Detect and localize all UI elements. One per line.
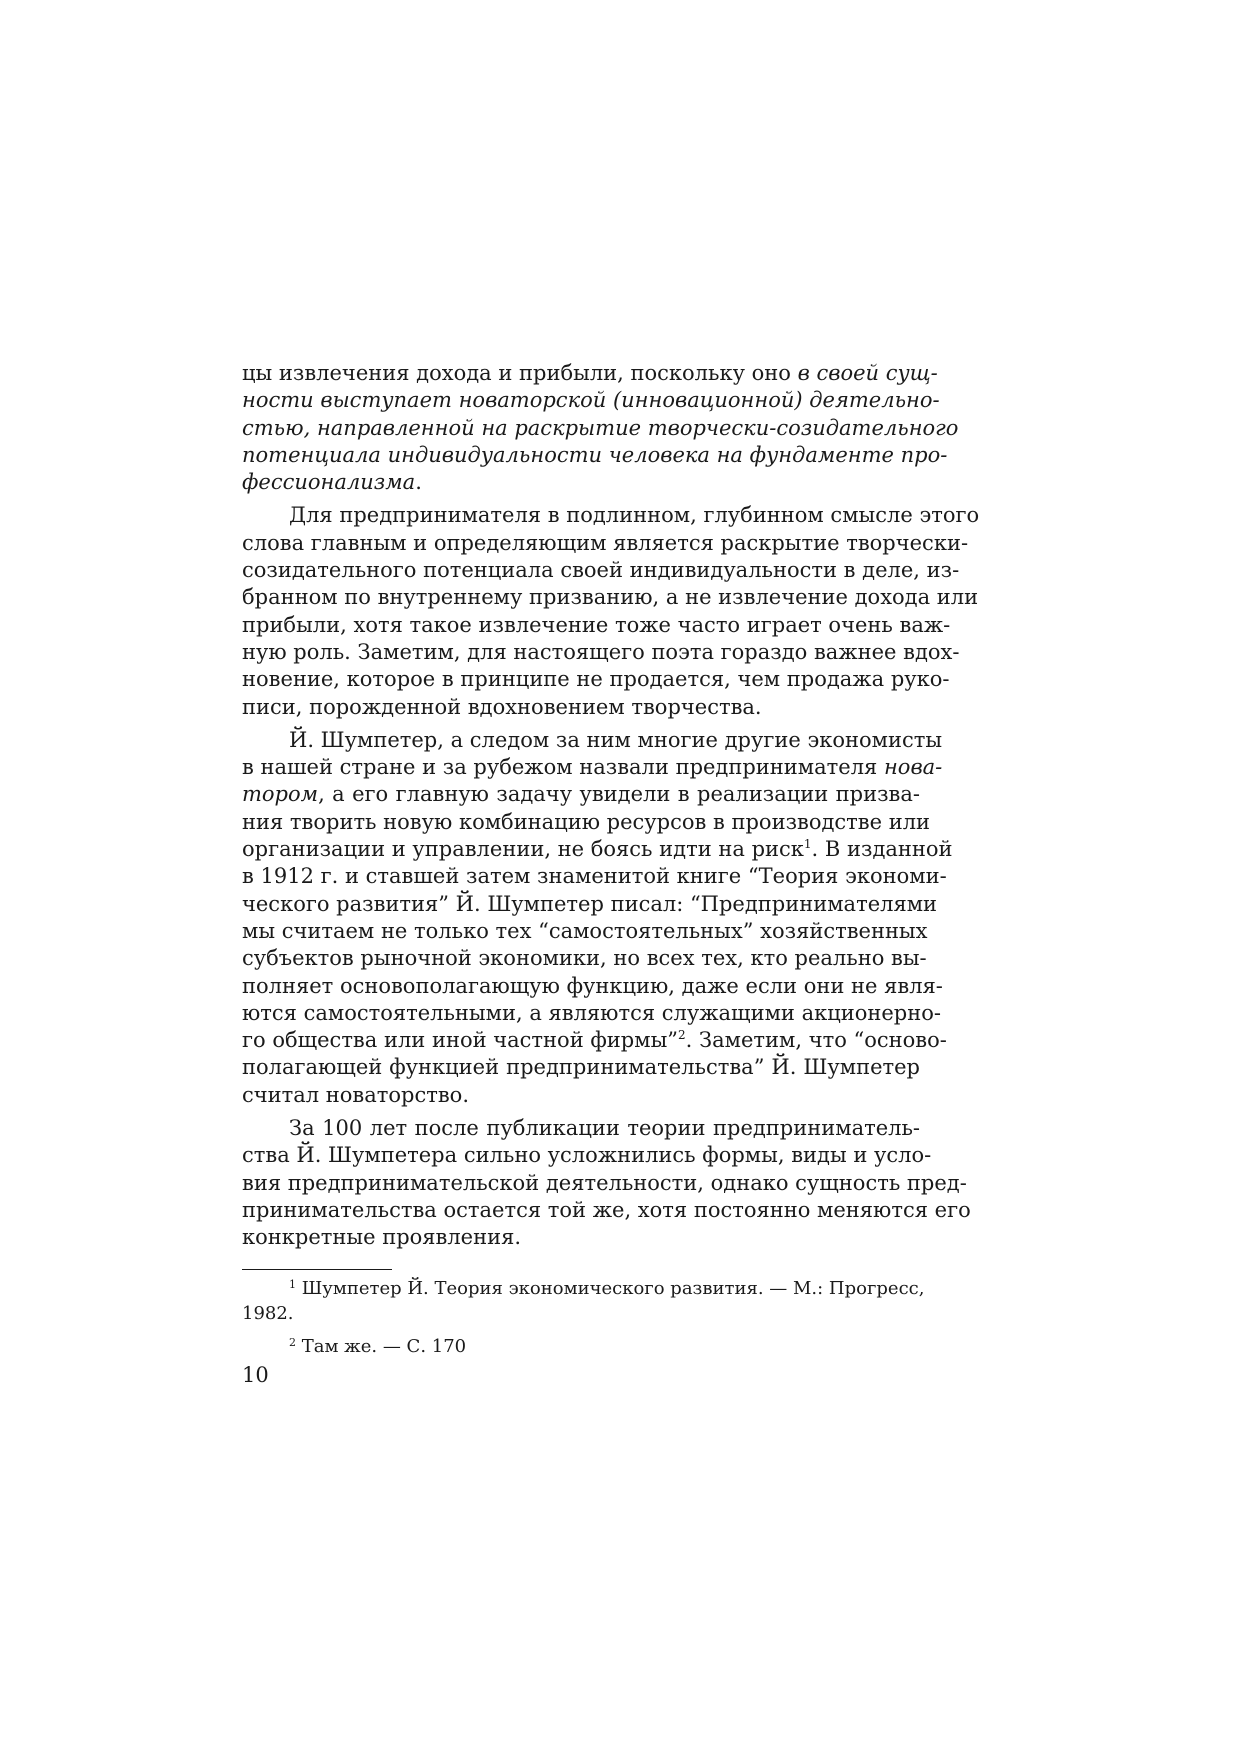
- text-run: Для предпринимателя в подлинном, глубинном смысле этого: [289, 503, 980, 528]
- text-run: созидательного потенциала своей индивидуальности в деле, из-: [242, 558, 960, 583]
- emphasis-text: в своей сущ-: [797, 361, 938, 385]
- text-line: [242, 1027, 947, 1054]
- footnote-marker: 2: [289, 1336, 296, 1349]
- page-number: 10: [242, 1363, 269, 1387]
- text-line: [242, 612, 951, 639]
- text-line: [242, 1054, 920, 1081]
- emphasis-text: потенциала индивидуальности человека на фундаменте про-: [242, 442, 948, 467]
- footnote-marker: 1: [289, 1278, 296, 1291]
- text-line: [242, 863, 947, 890]
- text-run: , а его главную задачу увидели в реализации призва-: [318, 782, 920, 807]
- text-run: субъектов рыночной экономики, но всех тех, кто реально вы-: [242, 946, 927, 971]
- text-run: прибыли, хотя такое извлечение тоже часто играет очень важ-: [242, 612, 951, 637]
- footnote-ref: 1: [803, 837, 812, 852]
- text-line: [242, 809, 931, 836]
- text-run: полняет основополагающую функцию, даже если они не явля-: [242, 973, 943, 998]
- text-line: [242, 1082, 920, 1109]
- text-run: ства Й. Шумпетера сильно усложнились формы, виды и усло-: [242, 1143, 932, 1168]
- text-line: [242, 584, 979, 611]
- footnote-separator: [242, 1269, 392, 1270]
- text-run: За 100 лет после публикации теории предприниматель-: [289, 1116, 920, 1141]
- text-run: конкретные проявления.: [242, 1225, 522, 1250]
- text-line: [242, 469, 920, 496]
- text-run: бранном по внутреннему призванию, а не извлечение дохода или: [242, 585, 979, 610]
- text-run: ются самостоятельными, а являются служащими акционерно-: [242, 1000, 941, 1025]
- emphasis-text: нова-: [883, 755, 943, 780]
- text-run: вия предпринимательской деятельности, однако сущность пред-: [242, 1170, 967, 1195]
- text-line: [242, 727, 943, 754]
- text-run: цы извлечения дохода и прибыли, поскольку оно: [242, 361, 798, 385]
- text-line: [242, 415, 959, 442]
- emphasis-text: ности выступает новаторской (инновационной) деятельно-: [242, 388, 940, 413]
- text-run: полагающей функцией предпринимательства” Й. Шумпетер: [242, 1055, 920, 1080]
- text-line: [242, 973, 943, 1000]
- text-run: ческого развития” Й. Шумпетер писал: “Предпринимателями: [242, 891, 938, 916]
- text-line: [242, 918, 928, 945]
- text-line: [242, 754, 943, 781]
- text-line: [242, 502, 980, 529]
- text-run: писи, порожденной вдохновением творчества.: [242, 694, 762, 719]
- text-line: [242, 666, 950, 693]
- text-run: в 1912 г. и ставшей затем знаменитой книге “Теория экономи-: [242, 864, 947, 889]
- text-line: [242, 836, 953, 863]
- text-line: [242, 530, 969, 557]
- text-run: мы считаем не только тех “самостоятельных” хозяйственных: [242, 918, 928, 943]
- text-run: ную роль. Заметим, для настоящего поэта гораздо важнее вдох-: [242, 639, 960, 664]
- footnote-2: [242, 1334, 920, 1359]
- text-run: слова главным и определяющим является раскрытие творчески-: [242, 530, 969, 555]
- text-run: в нашей стране и за рубежом назвали предпринимателя: [242, 755, 884, 780]
- text-line: [242, 1142, 932, 1169]
- emphasis-text: фессионализма: [242, 470, 416, 495]
- text-run: считал новаторство.: [242, 1082, 470, 1107]
- text-line: [242, 639, 960, 666]
- text-line: [242, 1224, 920, 1251]
- text-run: принимательства остается той же, хотя постоянно меняются его: [242, 1197, 971, 1222]
- body-text: [242, 360, 980, 1252]
- text-line: [242, 694, 920, 721]
- footnote-1: [242, 1276, 925, 1301]
- text-line: [242, 1170, 967, 1197]
- emphasis-text: тором: [242, 782, 319, 807]
- emphasis-text: стью, направленной на раскрытие творчески-созидательного: [242, 415, 959, 440]
- text-line: [242, 781, 920, 808]
- text-run: го общества или иной частной фирмы”: [242, 1028, 679, 1053]
- text-line: [242, 360, 938, 387]
- text-run: . Заметим, что “осново-: [685, 1028, 947, 1053]
- text-line: [242, 1000, 941, 1027]
- text-line: [242, 891, 938, 918]
- text-run: Й. Шумпетер, а следом за ним многие другие экономисты: [289, 727, 943, 752]
- footnote-text: Шумпетер Й. Теория экономического развития. — М.: Прогресс,: [296, 1278, 925, 1299]
- text-line: [242, 945, 927, 972]
- footnotes: [242, 1276, 925, 1359]
- text-run: .: [415, 470, 422, 495]
- text-line: [242, 557, 960, 584]
- text-line: [242, 1197, 971, 1224]
- text-run: . В изданной: [811, 837, 953, 862]
- text-run: новение, которое в принципе не продается, чем продажа руко-: [242, 667, 950, 692]
- text-line: [242, 387, 940, 414]
- text-line: [242, 442, 948, 469]
- text-run: ния творить новую комбинацию ресурсов в производстве или: [242, 809, 931, 834]
- text-line: [242, 1115, 920, 1142]
- text-run: организации и управлении, не боясь идти на риск: [242, 837, 804, 862]
- footnote-ref: 2: [678, 1028, 686, 1043]
- footnote-1-continuation: 1982.: [242, 1303, 294, 1324]
- footnote-text: Там же. — С. 170: [296, 1336, 467, 1357]
